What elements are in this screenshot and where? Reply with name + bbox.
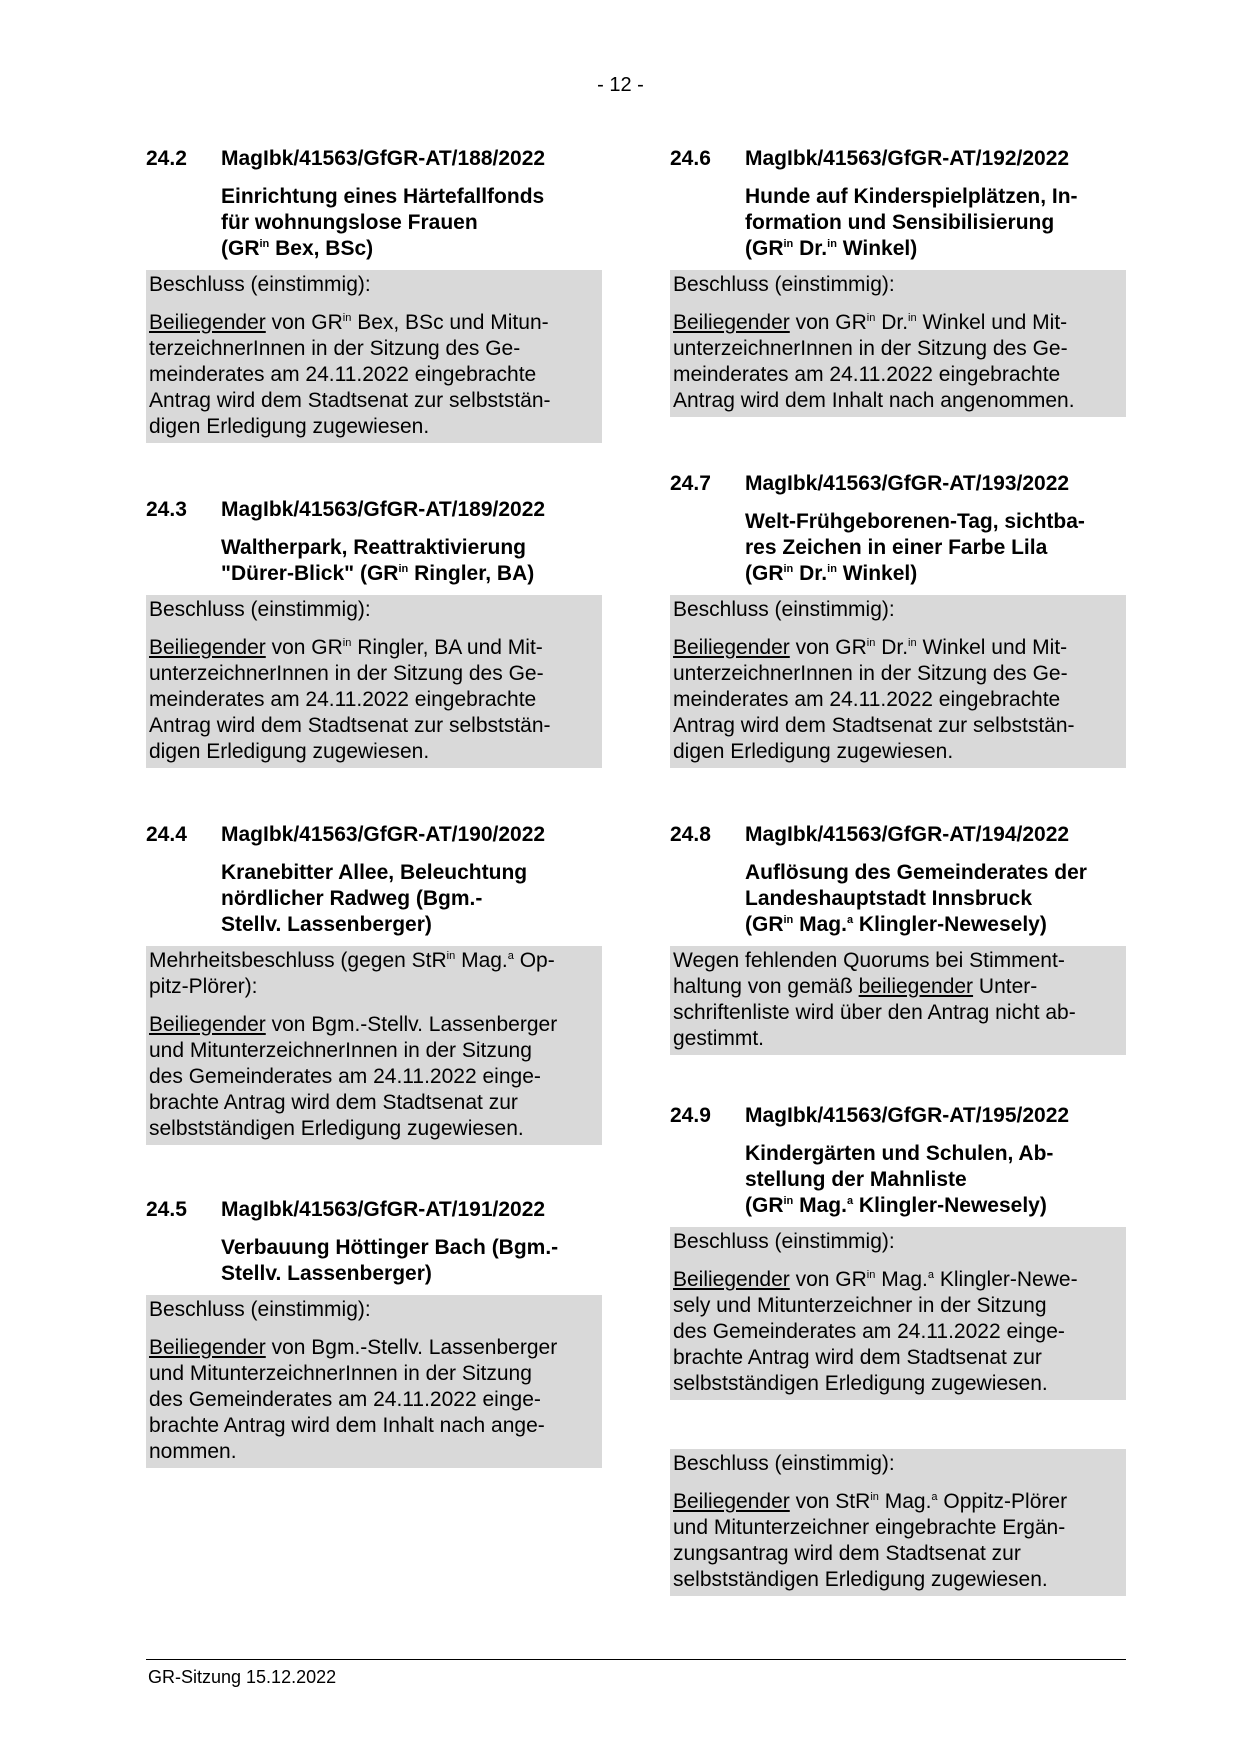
item-header (670, 822, 1126, 848)
item-number: 24.4 (146, 823, 187, 846)
decision-block (670, 1449, 1126, 1596)
item-number: 24.8 (670, 823, 711, 846)
item-title: Kranebitter Allee, Beleuchtung nördlicher Radweg (Bgm.- Stellv. Lassenberger) (221, 861, 528, 936)
decision-block (146, 270, 602, 443)
item-header (670, 1103, 1126, 1129)
item-title: Kindergärten und Schulen, Ab- stellung der Mahnliste ($GR^{in}$ Mag.$^a$ Klingler-Newesely) (745, 1142, 1054, 1217)
agenda-item (146, 497, 602, 768)
item-reference: MagIbk/41563/GfGR-AT/195/2022 (745, 1104, 1070, 1127)
item-reference: MagIbk/41563/GfGR-AT/191/2022 (221, 1198, 546, 1221)
decision-text: Wegen fehlenden Quorums bei Stimment- haltung von gemäß beiliegender Unter- schriftenliste wird über den Antrag nicht ab- gestimmt. (673, 949, 1076, 1050)
item-title: Einrichtung eines Härtefallfonds für wohnungslose Frauen ($GR^{in}$ Bex, BSc) (221, 185, 545, 260)
item-header (670, 471, 1126, 497)
decision-label: Beschluss (einstimmig): (149, 1298, 371, 1321)
footer-text: GR-Sitzung 15.12.2022 (148, 1667, 337, 1687)
decision-block (670, 270, 1126, 417)
decision-block (146, 946, 602, 1145)
agenda-item (670, 822, 1126, 1055)
agenda-item (670, 146, 1126, 417)
agenda-item (146, 822, 602, 1145)
decision-text: Beiliegender von StR$^{in}$ Mag.$^a$ Oppitz-Plörer und Mitunterzeichner eingebrachte Ergän- zungsantrag wird dem Stadtsenat zur selbstständigen Erledigung zugewiesen. (673, 1490, 1068, 1591)
footer-divider (146, 1659, 1126, 1660)
decision-label: Beschluss (einstimmig): (149, 598, 371, 621)
item-reference: MagIbk/41563/GfGR-AT/194/2022 (745, 823, 1070, 846)
decision-text: Beiliegender von $GR^{in}$ Ringler, BA und Mit- unterzeichnerInnen in der Sitzung des Ge- meinderates am 24.11.2022 eingebrachte Antrag wird dem Stadtsenat zur selbststän- digen Erledigung zugewiesen. (149, 636, 551, 763)
agenda-item (146, 1197, 602, 1468)
item-number: 24.3 (146, 498, 187, 521)
agenda-item (670, 471, 1126, 768)
decision-block (146, 595, 602, 768)
item-header (146, 146, 602, 172)
agenda-item (670, 1103, 1126, 1400)
decision-text: Beiliegender von Bgm.-Stellv. Lassenberger und MitunterzeichnerInnen in der Sitzung des Gemeinderates am 24.11.2022 einge- brachte Antrag wird dem Stadtsenat zur selbstständigen Erledigung zugewiesen. (149, 1013, 558, 1140)
item-number: 24.2 (146, 147, 187, 170)
item-reference: MagIbk/41563/GfGR-AT/188/2022 (221, 147, 546, 170)
decision-block (670, 946, 1126, 1055)
decision-label: Beschluss (einstimmig): (673, 1452, 895, 1475)
item-header (146, 1197, 602, 1223)
item-number: 24.5 (146, 1198, 187, 1221)
item-reference: MagIbk/41563/GfGR-AT/192/2022 (745, 147, 1070, 170)
decision-block (670, 1227, 1126, 1400)
page-number: - 12 - (597, 74, 644, 96)
decision-label: Beschluss (einstimmig): (673, 1230, 895, 1253)
item-header (146, 822, 602, 848)
item-title: Hunde auf Kinderspielplätzen, In- formation und Sensibilisierung ($GR^{in}$ Dr.$^{in}$ Winkel) (745, 185, 1078, 260)
item-header (146, 497, 602, 523)
item-title: Auflösung des Gemeinderates der Landeshauptstadt Innsbruck ($GR^{in}$ Mag.$^a$ Klingler-Newesely) (745, 861, 1087, 936)
decision-text: Beiliegender von $GR^{in}$ Dr.$^{in}$ Winkel und Mit- unterzeichnerInnen in der Sitzung des Ge- meinderates am 24.11.2022 eingebrachte Antrag wird dem Stadtsenat zur selbststän- digen Erledigung zugewiesen. (673, 636, 1075, 763)
decision-label: Mehrheitsbeschluss (gegen StR$^{in}$ Mag.$^a$ Op- pitz-Plörer): (149, 949, 555, 998)
item-reference: MagIbk/41563/GfGR-AT/189/2022 (221, 498, 546, 521)
item-number: 24.9 (670, 1104, 711, 1127)
item-title: Verbauung Höttinger Bach (Bgm.- Stellv. Lassenberger) (221, 1236, 559, 1285)
agenda-item (146, 146, 602, 443)
decision-text: Beiliegender von $GR^{in}$ Bex, BSc und Mitun- terzeichnerInnen in der Sitzung des Ge- meinderates am 24.11.2022 eingebrachte Antrag wird dem Stadtsenat zur selbststän- digen Erledigung zugewiesen. (149, 311, 551, 438)
item-header (670, 146, 1126, 172)
supplementary-decision (670, 1449, 1126, 1596)
decision-label: Beschluss (einstimmig): (673, 273, 895, 296)
decision-block (670, 595, 1126, 768)
item-title: Waltherpark, Reattraktivierung "Dürer-Blick" ($GR^{in}$ Ringler, BA) (221, 536, 535, 585)
item-number: 24.7 (670, 472, 711, 495)
decision-label: Beschluss (einstimmig): (149, 273, 371, 296)
decision-text: Beiliegender von Bgm.-Stellv. Lassenberger und MitunterzeichnerInnen in der Sitzung des Gemeinderates am 24.11.2022 einge- brachte Antrag wird dem Inhalt nach ange- nommen. (149, 1336, 558, 1463)
item-reference: MagIbk/41563/GfGR-AT/190/2022 (221, 823, 546, 846)
decision-text: Beiliegender von $GR^{in}$ Mag.$^a$ Klingler-Newe- sely und Mitunterzeichner in der Sitzung des Gemeinderates am 24.11.2022 einge- brachte Antrag wird dem Stadtsenat zur selbstständigen Erledigung zugewiesen. (673, 1268, 1078, 1395)
item-title: Welt-Frühgeborenen-Tag, sichtba- res Zeichen in einer Farbe Lila ($GR^{in}$ Dr.$^{in}$ Winkel) (745, 510, 1085, 585)
decision-block (146, 1295, 602, 1468)
decision-text: Beiliegender von $GR^{in}$ Dr.$^{in}$ Winkel und Mit- unterzeichnerInnen in der Sitzung des Ge- meinderates am 24.11.2022 eingebrachte Antrag wird dem Inhalt nach angenommen. (673, 311, 1075, 412)
item-reference: MagIbk/41563/GfGR-AT/193/2022 (745, 472, 1070, 495)
decision-label: Beschluss (einstimmig): (673, 598, 895, 621)
item-number: 24.6 (670, 147, 711, 170)
